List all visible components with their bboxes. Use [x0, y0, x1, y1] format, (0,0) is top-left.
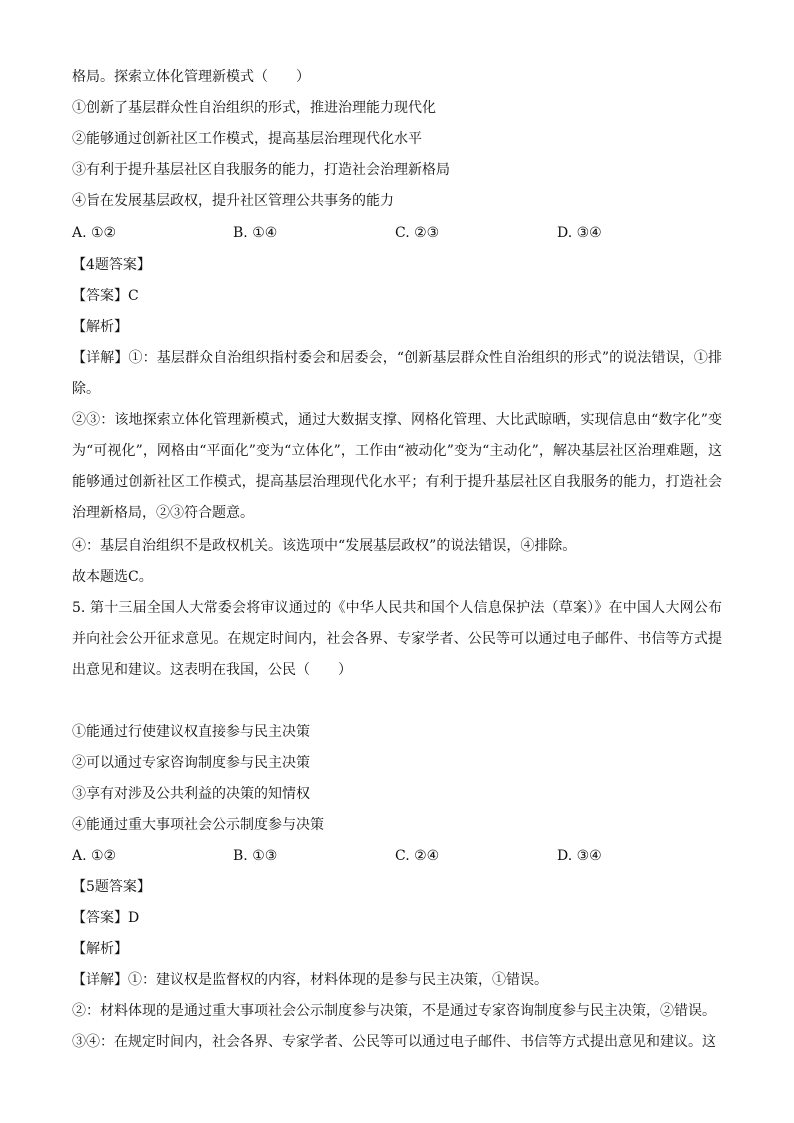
q5-option-c: C. ②④ — [395, 848, 440, 864]
q5-options — [72, 847, 722, 865]
q4-option-d: D. ③④ — [557, 225, 602, 241]
q4-option-a: A. ①② — [72, 225, 117, 241]
q4-options — [72, 224, 722, 242]
q4-detail-3: ④：基层自治组织不是政权机关。该选项中“发展基层政权”的说法错误，④排除。 — [72, 538, 577, 554]
q4-stem-tail: 格局。探索立体化管理新模式（ ） — [72, 69, 310, 85]
q5-option-b: B. ①③ — [233, 848, 278, 864]
q5-option-a: A. ①② — [72, 848, 117, 864]
q5-statement-3: ③享有对涉及公共利益的决策的知情权 — [72, 786, 310, 802]
q4-option-b: B. ①④ — [233, 225, 278, 241]
q5-detail-1: 【详解】①：建议权是监督权的内容，材料体现的是参与民主决策，①错误。 — [72, 972, 548, 988]
q4-statement-3: ③有利于提升基层社区自我服务的能力，打造社会治理新格局 — [72, 162, 450, 178]
q4-answer: 【答案】C — [72, 288, 139, 304]
q4-statement-2: ②能够通过创新社区工作模式，提高基层治理现代化水平 — [72, 131, 422, 147]
q4-statement-4: ④旨在发展基层政权，提升社区管理公共事务的能力 — [72, 193, 394, 209]
q4-detail-2: ②③：该地探索立体化管理新模式，通过大数据支撑、网格化管理、大比武晾晒，实现信息由“数字化”变为“可视化”，网格由“平面化”变为“立体化”，工作由“被动化”变为“主动化”，解决基层社区治理难题，这能够通过创新社区工作模式，提高基层治理现代化水平；有利于提升基层社区自我服务的能力，打造社会治理新格局，②③符合题意。 — [72, 412, 722, 521]
q5-analysis-label: 【解析】 — [72, 941, 128, 957]
q4-statement-1: ①创新了基层群众性自治组织的形式，推进治理能力现代化 — [72, 100, 436, 116]
q5-statement-2: ②可以通过专家咨询制度参与民主决策 — [72, 755, 310, 771]
q4-detail-1: 【详解】①：基层群众自治组织指村委会和居委会，“创新基层群众性自治组织的形式”的说法错误，①排除。 — [72, 350, 722, 397]
q4-analysis-label: 【解析】 — [72, 319, 128, 335]
q5-answer: 【答案】D — [72, 910, 140, 926]
q5-detail-2: ②：材料体现的是通过重大事项社会公示制度参与决策，不是通过专家咨询制度参与民主决策，②错误。 — [72, 1003, 716, 1019]
q5-detail-3: ③④：在规定时间内，社会各界、专家学者、公民等可以通过电子邮件、书信等方式提出意见和建议。这 — [72, 1034, 716, 1050]
q5-answer-header: 【5题答案】 — [72, 879, 151, 895]
q4-option-c: C. ②③ — [395, 225, 440, 241]
q5-option-d: D. ③④ — [557, 848, 602, 864]
q5-statement-1: ①能通过行使建议权直接参与民主决策 — [72, 724, 310, 740]
q4-conclusion: 故本题选C。 — [72, 569, 153, 585]
q5-statement-4: ④能通过重大事项社会公示制度参与决策 — [72, 817, 324, 833]
q4-answer-header: 【4题答案】 — [72, 257, 151, 273]
q5-stem: 5. 第十三届全国人大常委会将审议通过的《中华人民共和国个人信息保护法（草案）》在中国人大网公布并向社会公开征求意见。在规定时间内，社会各界、专家学者、公民等可以通过电子邮件、书信等方式提出意见和建议。这表明在我国，公民（ ） — [72, 600, 722, 678]
